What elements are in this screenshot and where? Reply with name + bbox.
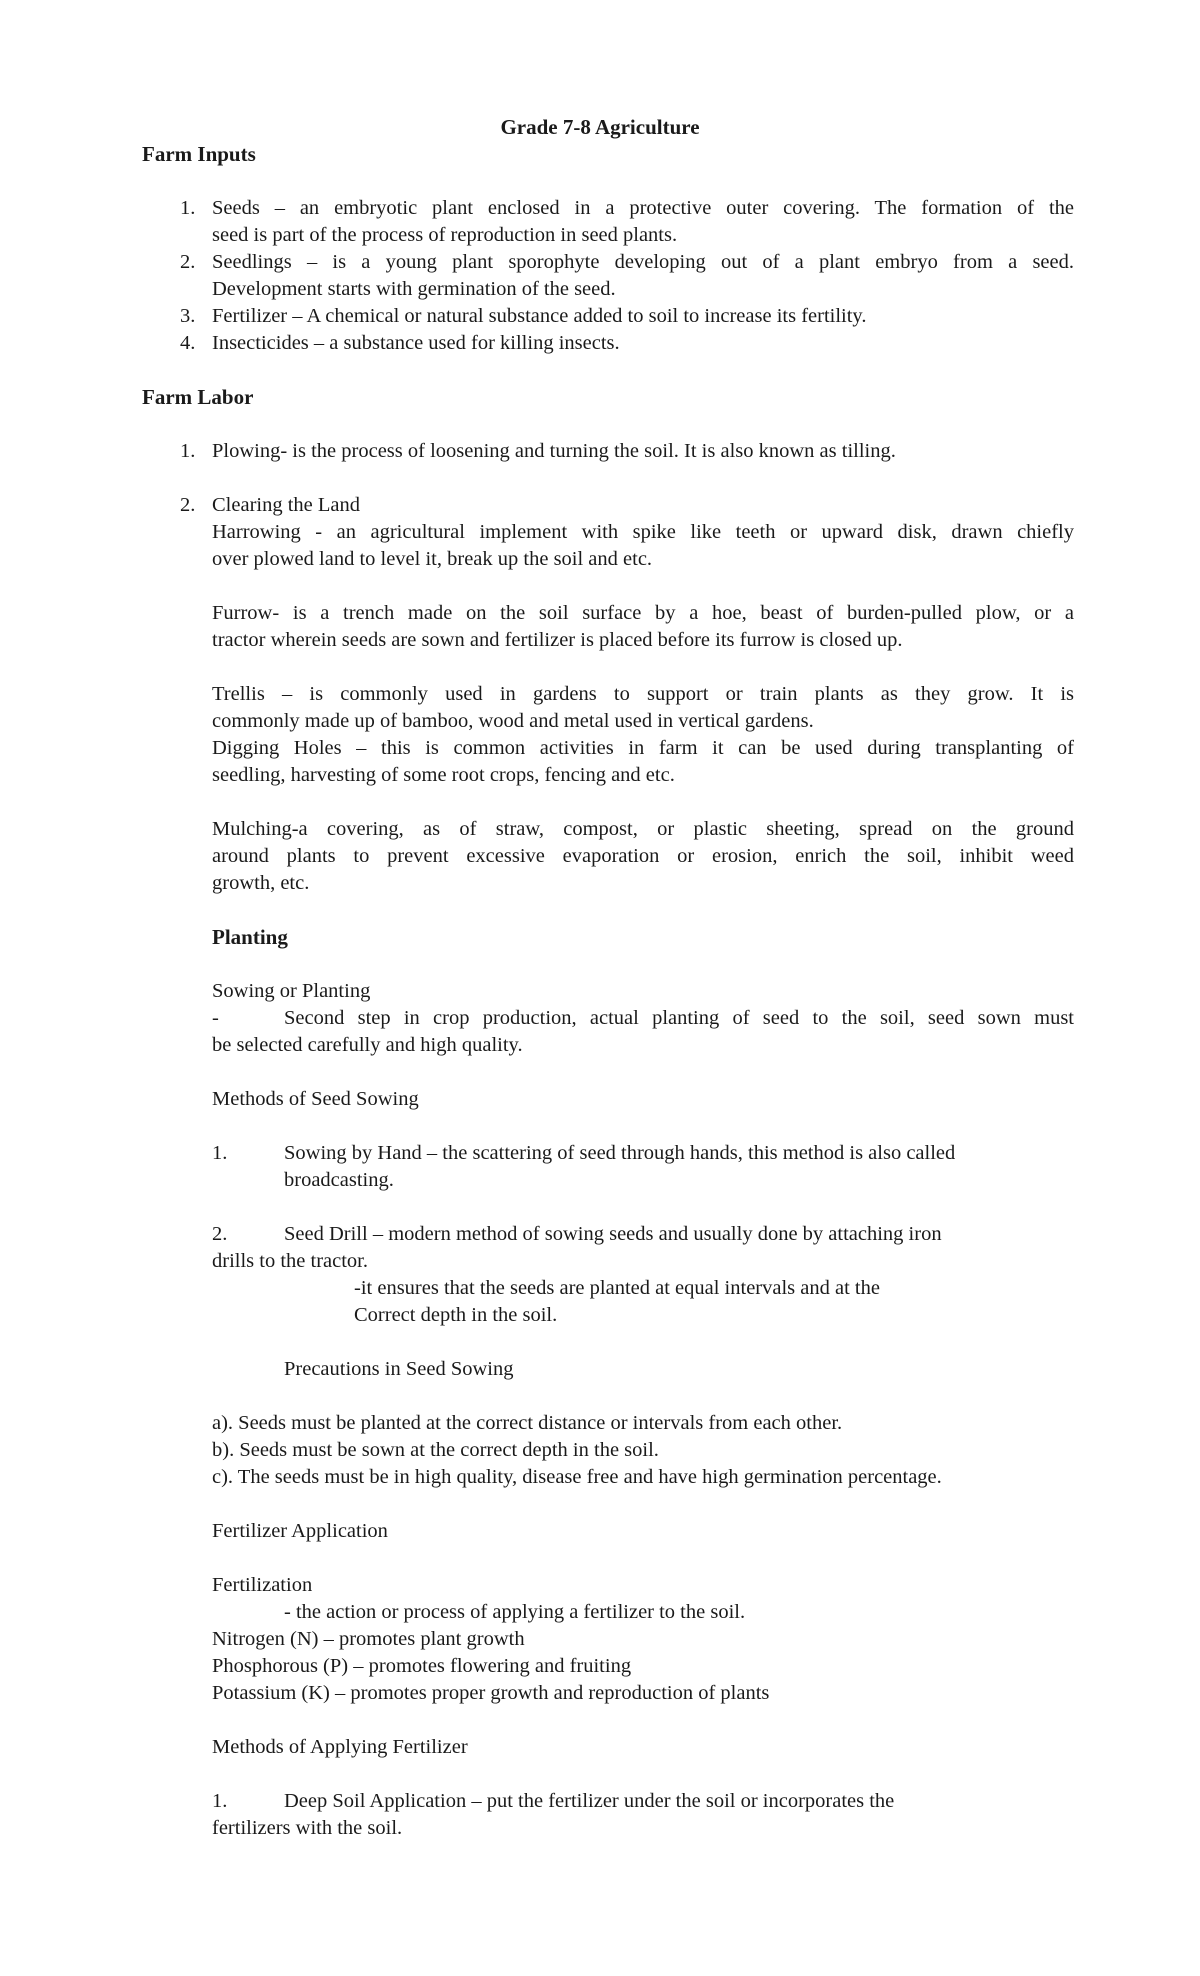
harrowing-line1: Harrowing - an agricultural implement with spike like teeth or upward disk, drawn chiefly bbox=[212, 521, 1074, 543]
digging-line2: seedling, harvesting of some root crops, fencing and etc. bbox=[212, 764, 675, 786]
deep-soil-line2: fertilizers with the soil. bbox=[212, 1817, 403, 1839]
list-item-clearing-land: Clearing the Land bbox=[212, 494, 361, 516]
list-number: 1. bbox=[180, 197, 196, 219]
list-number: 2. bbox=[180, 251, 196, 273]
harrowing-line2: over plowed land to level it, break up the soil and etc. bbox=[212, 548, 653, 570]
list-number: 1. bbox=[212, 1142, 228, 1164]
fertilization-title: Fertilization bbox=[212, 1574, 313, 1596]
precaution-b: b). Seeds must be sown at the correct depth in the soil. bbox=[212, 1439, 659, 1461]
seed-drill-line4: Correct depth in the soil. bbox=[354, 1304, 558, 1326]
precaution-c: c). The seeds must be in high quality, disease free and have high germination percentage. bbox=[212, 1466, 942, 1488]
seed-drill-line2: drills to the tractor. bbox=[212, 1250, 368, 1272]
list-item-plowing: Plowing- is the process of loosening and turning the soil. It is also known as tilling. bbox=[212, 440, 896, 462]
list-item-insecticides: Insecticides – a substance used for killing insects. bbox=[212, 332, 620, 354]
document-title: Grade 7-8 Agriculture bbox=[500, 115, 700, 139]
heading-planting: Planting bbox=[212, 925, 288, 949]
list-number: 3. bbox=[180, 305, 196, 327]
list-number: 4. bbox=[180, 332, 196, 354]
list-item-seeds-line2: seed is part of the process of reproduction in seed plants. bbox=[212, 224, 678, 246]
precaution-a: a). Seeds must be planted at the correct distance or intervals from each other. bbox=[212, 1412, 843, 1434]
nutrient-potassium: Potassium (K) – promotes proper growth and reproduction of plants bbox=[212, 1682, 770, 1704]
sowing-line1: Second step in crop production, actual planting of seed to the soil, seed sown must bbox=[284, 1007, 1074, 1029]
list-item-seeds-line1: Seeds – an embryotic plant enclosed in a protective outer covering. The formation of the bbox=[212, 197, 1074, 219]
list-item-seedlings-line1: Seedlings – is a young plant sporophyte developing out of a plant embryo from a seed. bbox=[212, 251, 1074, 273]
nutrient-nitrogen: Nitrogen (N) – promotes plant growth bbox=[212, 1628, 525, 1650]
seed-drill-line3: -it ensures that the seeds are planted at equal intervals and at the bbox=[354, 1277, 880, 1299]
mulching-line1: Mulching-a covering, as of straw, compost, or plastic sheeting, spread on the ground bbox=[212, 818, 1074, 840]
sowing-dash: - bbox=[212, 1007, 219, 1029]
furrow-line1: Furrow- is a trench made on the soil surface by a hoe, beast of burden-pulled plow, or a bbox=[212, 602, 1074, 624]
sowing-by-hand-line1: Sowing by Hand – the scattering of seed through hands, this method is also called bbox=[284, 1142, 956, 1164]
trellis-line2: commonly made up of bamboo, wood and metal used in vertical gardens. bbox=[212, 710, 814, 732]
methods-seed-sowing-title: Methods of Seed Sowing bbox=[212, 1088, 419, 1110]
heading-farm-inputs: Farm Inputs bbox=[142, 142, 256, 166]
sowing-title: Sowing or Planting bbox=[212, 980, 371, 1002]
fertilization-definition: - the action or process of applying a fertilizer to the soil. bbox=[284, 1601, 746, 1623]
list-number: 1. bbox=[180, 440, 196, 462]
nutrient-phosphorous: Phosphorous (P) – promotes flowering and fruiting bbox=[212, 1655, 632, 1677]
furrow-line2: tractor wherein seeds are sown and fertilizer is placed before its furrow is closed up. bbox=[212, 629, 903, 651]
heading-farm-labor: Farm Labor bbox=[142, 385, 254, 409]
sowing-line2: be selected carefully and high quality. bbox=[212, 1034, 523, 1056]
precautions-title: Precautions in Seed Sowing bbox=[284, 1358, 514, 1380]
fertilizer-application-title: Fertilizer Application bbox=[212, 1520, 388, 1542]
list-item-fertilizer: Fertilizer – A chemical or natural substance added to soil to increase its fertility. bbox=[212, 305, 867, 327]
mulching-line2: around plants to prevent excessive evaporation or erosion, enrich the soil, inhibit weed bbox=[212, 845, 1074, 867]
sowing-by-hand-line2: broadcasting. bbox=[284, 1169, 394, 1191]
mulching-line3: growth, etc. bbox=[212, 872, 310, 894]
list-number: 2. bbox=[180, 494, 196, 516]
list-item-seedlings-line2: Development starts with germination of the seed. bbox=[212, 278, 616, 300]
list-number: 1. bbox=[212, 1790, 228, 1812]
digging-line1: Digging Holes – this is common activities in farm it can be used during transplanting of bbox=[212, 737, 1074, 759]
methods-applying-fertilizer-title: Methods of Applying Fertilizer bbox=[212, 1736, 468, 1758]
seed-drill-line1: Seed Drill – modern method of sowing seeds and usually done by attaching iron bbox=[284, 1223, 942, 1245]
list-number: 2. bbox=[212, 1223, 228, 1245]
trellis-line1: Trellis – is commonly used in gardens to support or train plants as they grow. It is bbox=[212, 683, 1074, 705]
deep-soil-line1: Deep Soil Application – put the fertilizer under the soil or incorporates the bbox=[284, 1790, 895, 1812]
